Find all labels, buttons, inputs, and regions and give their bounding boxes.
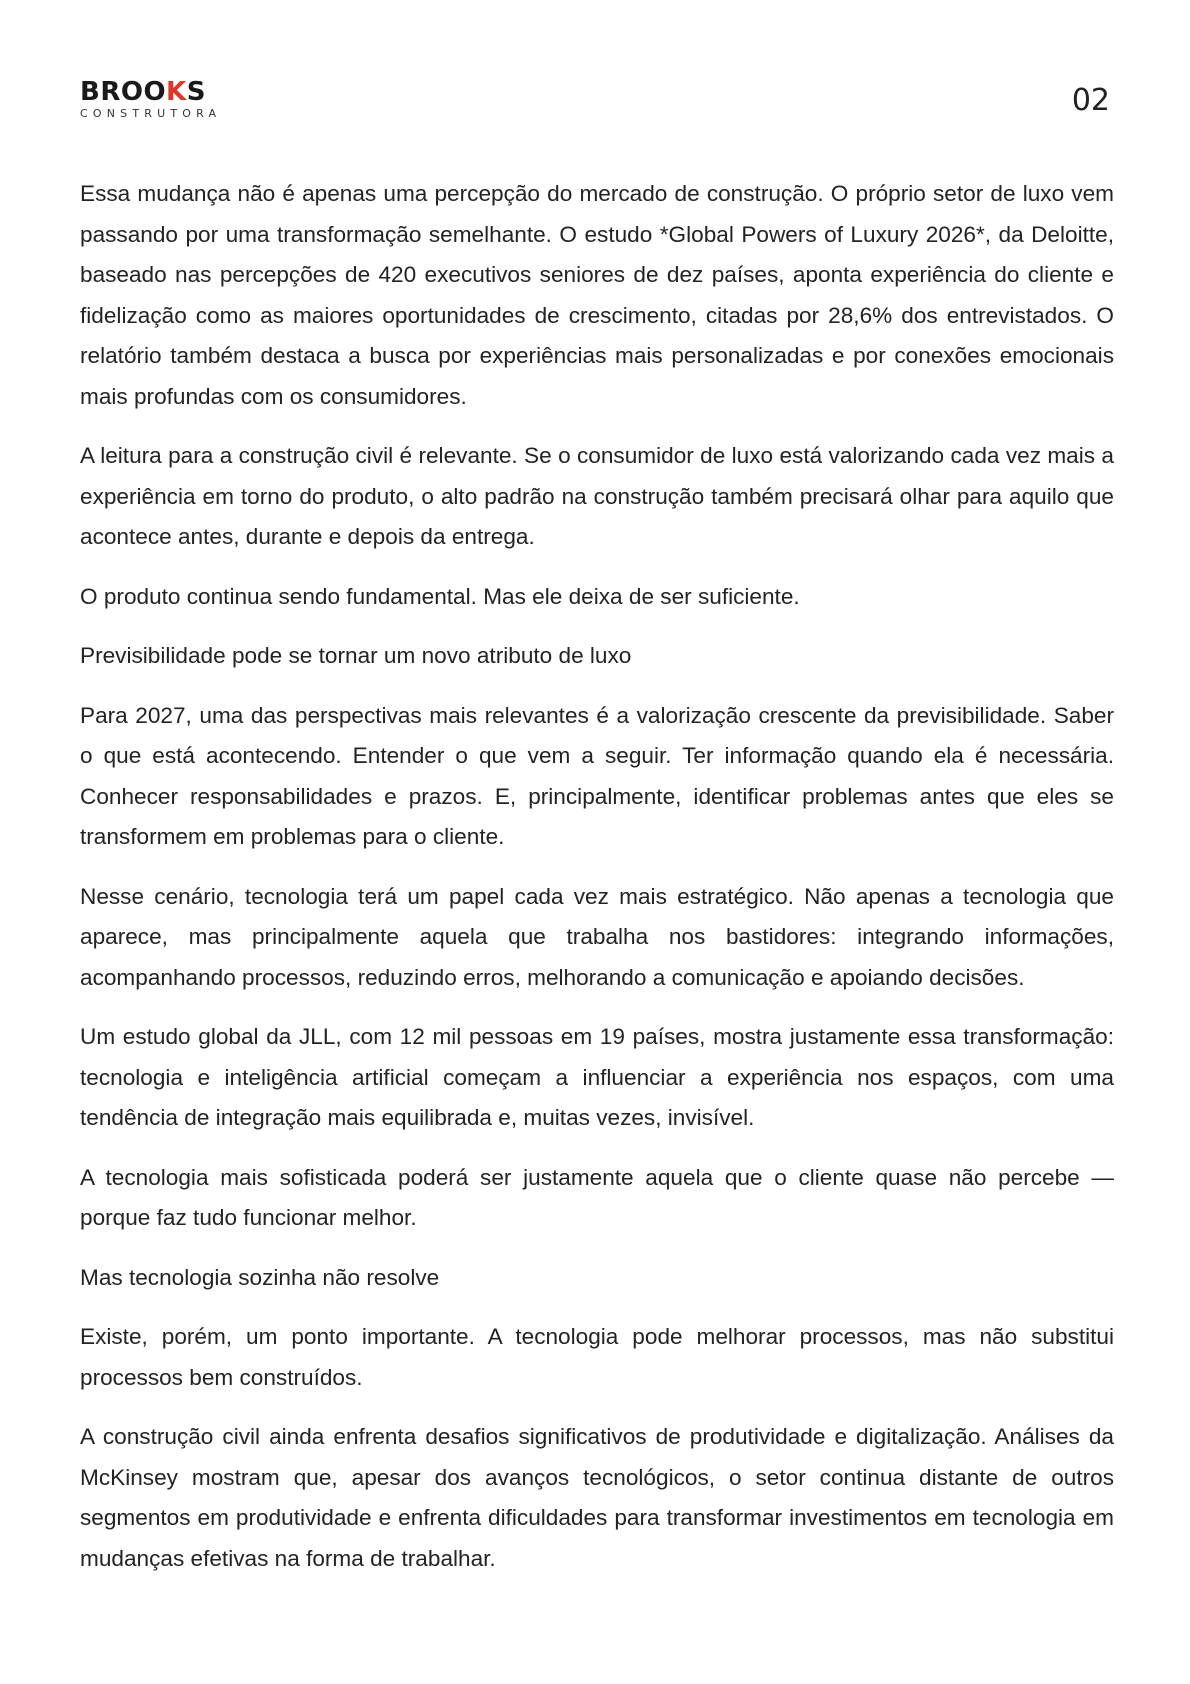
logo-accent-letter: K [166, 77, 187, 107]
section-heading: Previsibilidade pode se tornar um novo atributo de luxo [80, 643, 632, 668]
paragraph: Nesse cenário, tecnologia terá um papel cada vez mais estratégico. Não apenas a tecnologia que aparece, mas principalmente aquela que trabalha nos bastidores: integrando informações, acompanhando processos, reduzindo erros, melhorando a comunicação e apoiando decisões. [80, 883, 1114, 990]
paragraph: Existe, porém, um ponto importante. A tecnologia pode melhorar processos, mas não substitui processos bem construídos. [80, 1324, 1114, 1390]
page-header [80, 78, 1110, 128]
logo-wordmark [80, 78, 221, 106]
paragraph: A construção civil ainda enfrenta desafios significativos de produtividade e digitalização. Análises da McKinsey mostram que, apesar dos avanços tecnológicos, o setor continua distante de outros segmentos em produtividade e enfrenta dificuldades para transformar investimentos em tecnologia em mudanças efetivas na forma de trabalhar. [80, 1424, 1114, 1571]
paragraph: A leitura para a construção civil é relevante. Se o consumidor de luxo está valorizando cada vez mais a experiência em torno do produto, o alto padrão na construção também precisará olhar para aquilo que acontece antes, durante e depois da entrega. [80, 443, 1114, 549]
paragraph: Essa mudança não é apenas uma percepção do mercado de construção. O próprio setor de luxo vem passando por uma transformação semelhante. O estudo *Global Powers of Luxury 2026*, da Deloitte, baseado nas percepções de 420 executivos seniores de dez países, aponta experiência do cliente e fidelização como as maiores oportunidades de crescimento, citadas por 28,6% dos entrevistados. O relatório também destaca a busca por experiências mais personalizadas e por conexões emocionais mais profundas com os consumidores. [80, 181, 1114, 409]
logo-prefix: BROO [80, 77, 167, 107]
paragraph: A tecnologia mais sofisticada poderá ser justamente aquela que o cliente quase não percebe — porque faz tudo funcionar melhor. [80, 1164, 1114, 1230]
paragraph: Para 2027, uma das perspectivas mais relevantes é a valorização crescente da previsibilidade. Saber o que está acontecendo. Entender o que vem a seguir. Ter informação quando ela é necessária. Conhecer responsabilidades e prazos. E, principalmente, identificar problemas antes que eles se transformem em problemas para o cliente. [80, 702, 1114, 849]
paragraph: O produto continua sendo fundamental. Mas ele deixa de ser suficiente. [80, 583, 800, 609]
paragraph: Um estudo global da JLL, com 12 mil pessoas em 19 países, mostra justamente essa transformação: tecnologia e inteligência artificial começam a influenciar a experiência nos espaços, com uma tendência de integração mais equilibrada e, muitas vezes, invisível. [80, 1024, 1114, 1130]
section-heading: Mas tecnologia sozinha não resolve [80, 1264, 440, 1290]
brooks-logo [80, 78, 221, 121]
page-number: 02 [1071, 83, 1110, 118]
logo-suffix: S [186, 77, 206, 107]
article-body [80, 174, 1114, 1598]
logo-subtitle: CONSTRUTORA [80, 107, 222, 120]
